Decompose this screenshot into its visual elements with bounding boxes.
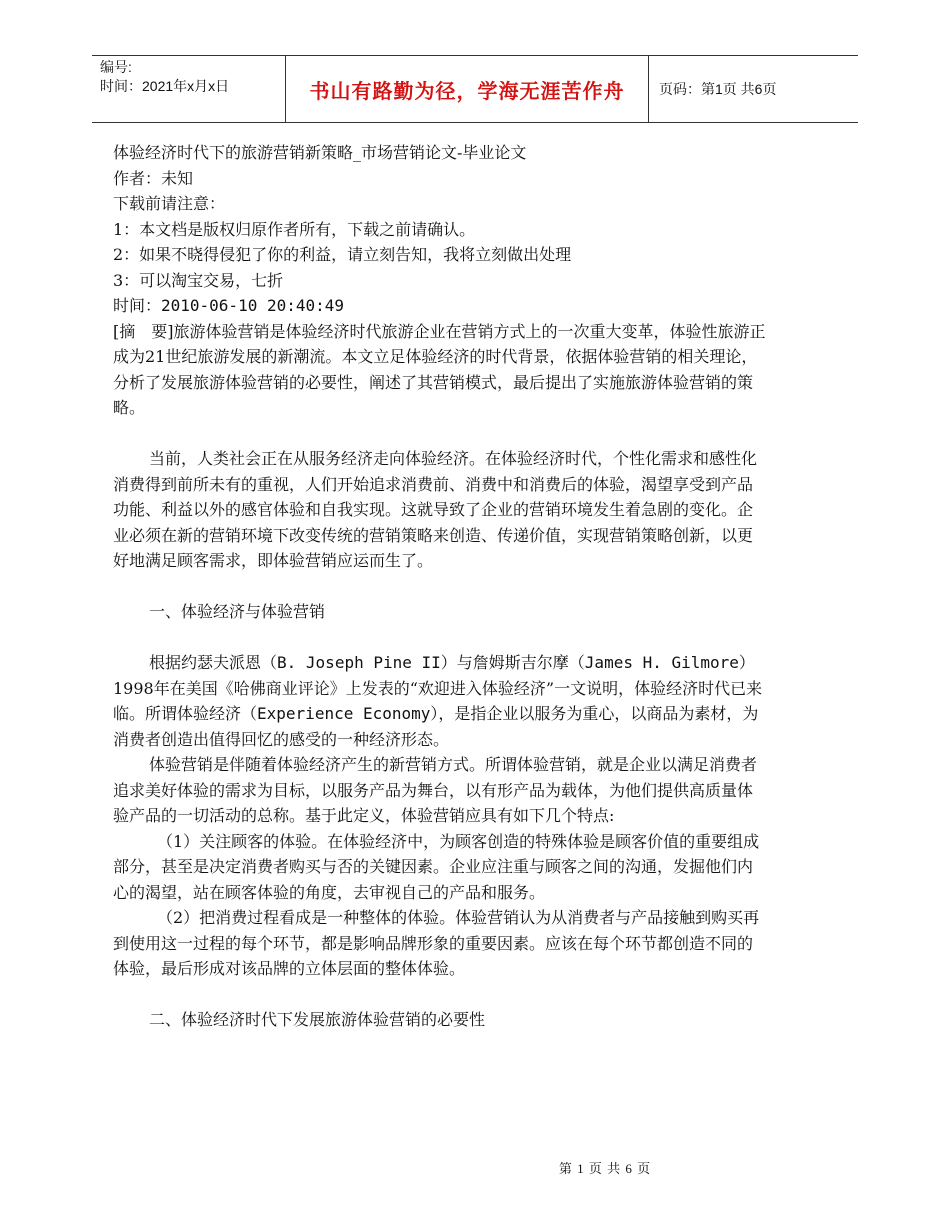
intro-paragraph: 当前，人类社会正在从服务经济走向体验经济。在体验经济时代，个性化需求和感性化消费得到前所未有的重视，人们开始追求消费前、消费中和消费后的体验，渴望享受到产品功能、利益以外的感官体验和自我实现。这就导致了企业的营销环境发生着急剧的变化。企业必须在新的营销环境下改变传统的营销策略来创造、传递价值，实现营销策略创新，以更好地满足顾客需求，即体验营销应运而生了。: [113, 449, 758, 570]
spacer: [113, 625, 768, 651]
para-text: ）1998年在美国《哈佛商业评论》上发表的“欢迎进入体验经济”一文说明，体验经济时代已来临。所谓体验经济（: [113, 653, 763, 723]
header-page-cell: [647, 56, 858, 122]
document-body: [113, 140, 768, 1033]
document-title: 体验经济时代下的旅游营销新策略_市场营销论文-毕业论文: [113, 143, 527, 162]
notice-title: 下载前请注意：: [113, 194, 226, 213]
spacer: [113, 574, 768, 600]
notice-item-2: 2：如果不晓得侵犯了你的利益，请立刻告知，我将立刻做出处理: [113, 245, 572, 264]
feature-point-1: （1）关注顾客的体验。在体验经济中，为顾客创造的特殊体验是顾客价值的重要组成部分，甚至是决定消费者购买与否的关键因素。企业应注重与顾客之间的沟通，发掘他们内心的渴望，站在顾客体验的角度，去审视自己的产品和服务。: [113, 831, 760, 902]
document-time-label: 时间：2021年x月x日: [100, 78, 230, 94]
spacer: [113, 982, 768, 1008]
notice-item-3: 3：可以淘宝交易，七折: [113, 270, 284, 290]
header-meta: [92, 56, 285, 122]
spacer: [113, 421, 768, 447]
paragraph-experience-marketing: 体验营销是伴随着体验经济产生的新营销方式。所谓体验营销，就是企业以满足消费者追求美好体验的需求为目标，以服务产品为舞台，以有形产品为载体，为他们提供高质量体验产品的一切活动的总称。基于此定义，体验营销应具有如下几个特点:: [113, 755, 758, 825]
notice-item-1: 1：本文档是版权归原作者所有，下载之前请确认。: [113, 219, 476, 239]
name-pine: B. Joseph Pine II: [277, 653, 441, 672]
author-line: 作者：未知: [113, 168, 194, 188]
paragraph-experience-economy: [113, 650, 768, 752]
name-gilmore: James H. Gilmore: [584, 653, 739, 672]
header-page-info: 页码：第1页 共6页: [659, 81, 777, 97]
timestamp-line: 时间：2010-06-10 20:40:49: [113, 296, 345, 315]
para-text: ），是指企业以服务为重心，以商品为素材，为消费者创造出值得回忆的感受的一种经济形态。: [113, 704, 759, 749]
header-motto: 书山有路勤为径，学海无涯苦作舟: [309, 80, 625, 103]
abstract-paragraph: [摘 要]旅游体验营销是体验经济时代旅游企业在营销方式上的一次重大变革，体验性旅游正成为21世纪旅游发展的新潮流。本文立足体验经济的时代背景，依据体验营销的相关理论，分析了发展旅游体验营销的必要性，阐述了其营销模式，最后提出了实施旅游体验营销的策略。: [113, 321, 766, 417]
document-number-label: 编号:: [100, 59, 132, 75]
para-text: ）与詹姆斯吉尔摩（: [440, 653, 585, 672]
page-footer: 第 1 页 共 6 页: [558, 1161, 652, 1176]
header-motto-cell: [285, 56, 649, 122]
page-header: [92, 55, 858, 123]
section-heading-2: 二、体验经济时代下发展旅游体验营销的必要性: [149, 1010, 486, 1029]
term-experience-economy: Experience Economy: [257, 704, 431, 723]
feature-point-2: （2）把消费过程看成是一种整体的体验。体验营销认为从消费者与产品接触到购买再到使用这一过程的每个环节，都是影响品牌形象的重要因素。应该在每个环节都创造不同的体验，最后形成对该品牌的立体层面的整体体验。: [113, 908, 760, 978]
para-text: 根据约瑟夫派恩（: [149, 653, 278, 672]
section-heading-1: 一、体验经济与体验营销: [149, 602, 326, 621]
